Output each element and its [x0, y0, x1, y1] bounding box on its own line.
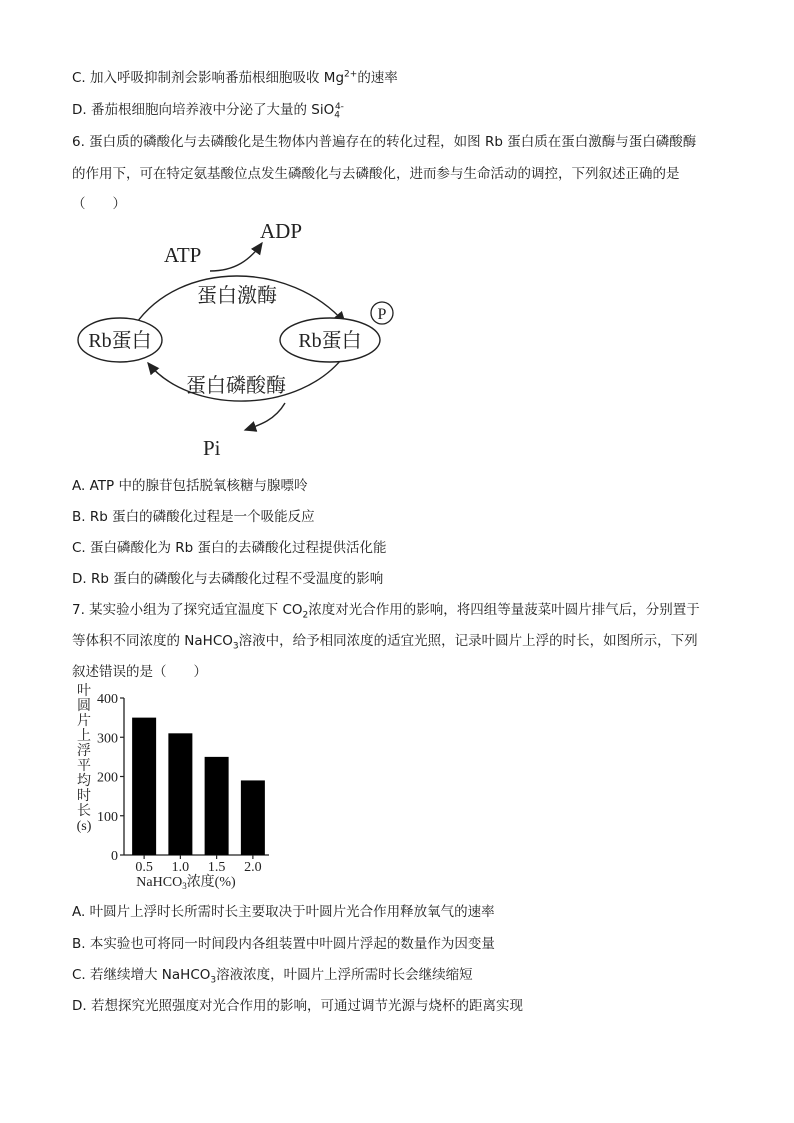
rb-left-label: Rb蛋白: [88, 330, 152, 352]
y-label-glyph: 时: [77, 789, 91, 804]
bar: [168, 733, 192, 855]
leaf-disc-float-time-chart: [62, 683, 282, 893]
rb-phosphorylation-diagram: [60, 215, 420, 465]
chart-x-ticks: [135, 855, 261, 875]
q7-stem-line-3: 叙述错误的是（ ）: [72, 664, 207, 680]
y-label-glyph: 浮: [77, 744, 91, 759]
y-tick-label: 300: [97, 731, 118, 747]
q7-stem-line-1: 7. 某实验小组为了探究适宜温度下 $CO_2$浓度对光合作用的影响，将四组等量菠菜叶圆片排气后，分别置于: [72, 602, 700, 621]
q6-stem-line-3: （ ）: [72, 196, 126, 212]
y-label-glyph: 长: [77, 804, 91, 819]
chart-x-axis-label: NaHCO$_3$浓度(%): [136, 875, 236, 891]
y-tick-label: 200: [97, 770, 118, 786]
y-label-glyph: 片: [77, 714, 91, 729]
adp-label: ADP: [260, 219, 303, 243]
q7-option-c: C. 若继续增大 NaHCO$_3$溶液浓度，叶圆片上浮所需时长会继续缩短: [72, 967, 473, 986]
bar: [241, 780, 265, 855]
y-label-glyph: 均: [77, 774, 91, 789]
y-label-glyph: 叶: [77, 684, 91, 699]
q7-option-b: B. 本实验也可将同一时间段内各组装置中叶圆片浮起的数量作为因变量: [72, 936, 495, 952]
y-label-glyph: 上: [77, 729, 91, 744]
q7-option-d: D. 若想探究光照强度对光合作用的影响，可通过调节光源与烧杯的距离实现: [72, 998, 523, 1014]
q6-option-a: A. ATP 中的腺苷包括脱氧核糖与腺嘌呤: [72, 478, 308, 494]
pi-label: Pi: [203, 436, 221, 460]
y-tick-label: 0: [111, 849, 118, 864]
chart-y-ticks: [97, 692, 124, 864]
kinase-label: 蛋白激酶: [197, 285, 277, 307]
y-label-glyph: 圆: [77, 699, 91, 714]
x-tick-label: 0.5: [135, 860, 153, 875]
q5-option-d: D. 番茄根细胞向培养液中分泌了大量的 SiO$_4^{4-}$: [72, 101, 344, 121]
chart-bars: [132, 718, 265, 855]
atp-label: ATP: [164, 243, 202, 267]
pi-arrow: [245, 403, 285, 430]
y-tick-label: 400: [97, 692, 118, 707]
q7-stem-line-2: 等体积不同浓度的 NaHCO$_3$溶液中，给予相同浓度的适宜光照，记录叶圆片上浮的时长，如图所示，下列: [72, 633, 698, 652]
atp-adp-arrow: [210, 243, 262, 271]
rb-right-label: Rb蛋白: [298, 330, 362, 352]
y-label-glyph: (s): [76, 819, 92, 834]
phosphatase-label: 蛋白磷酸酶: [186, 375, 286, 397]
q5-option-c: C. 加入呼吸抑制剂会影响番茄根细胞吸收 $Mg^{2+}$的速率: [72, 69, 398, 86]
q6-option-b: B. Rb 蛋白的磷酸化过程是一个吸能反应: [72, 509, 315, 525]
x-tick-label: 1.0: [171, 860, 190, 875]
q7-option-a: A. 叶圆片上浮时长所需时长主要取决于叶圆片光合作用释放氧气的速率: [72, 904, 495, 920]
q6-option-c: C. 蛋白磷酸化为 Rb 蛋白的去磷酸化过程提供活化能: [72, 540, 387, 556]
chart-y-axis-label: [77, 683, 92, 834]
q6-stem-line-2: 的作用下，可在特定氨基酸位点发生磷酸化与去磷酸化，进而参与生命活动的调控，下列叙述正确的是: [72, 166, 680, 182]
y-tick-label: 100: [97, 809, 118, 825]
bar: [132, 718, 156, 855]
x-tick-label: 1.5: [207, 860, 226, 875]
bar: [205, 757, 229, 855]
y-label-glyph: 平: [77, 759, 91, 774]
phosphate-label: P: [377, 306, 387, 323]
q6-option-d: D. Rb 蛋白的磷酸化与去磷酸化过程不受温度的影响: [72, 571, 384, 587]
x-tick-label: 2.0: [244, 860, 262, 875]
q6-stem-line-1: 6. 蛋白质的磷酸化与去磷酸化是生物体内普遍存在的转化过程，如图 Rb 蛋白质在蛋白激酶与蛋白磷酸酶: [72, 134, 697, 150]
